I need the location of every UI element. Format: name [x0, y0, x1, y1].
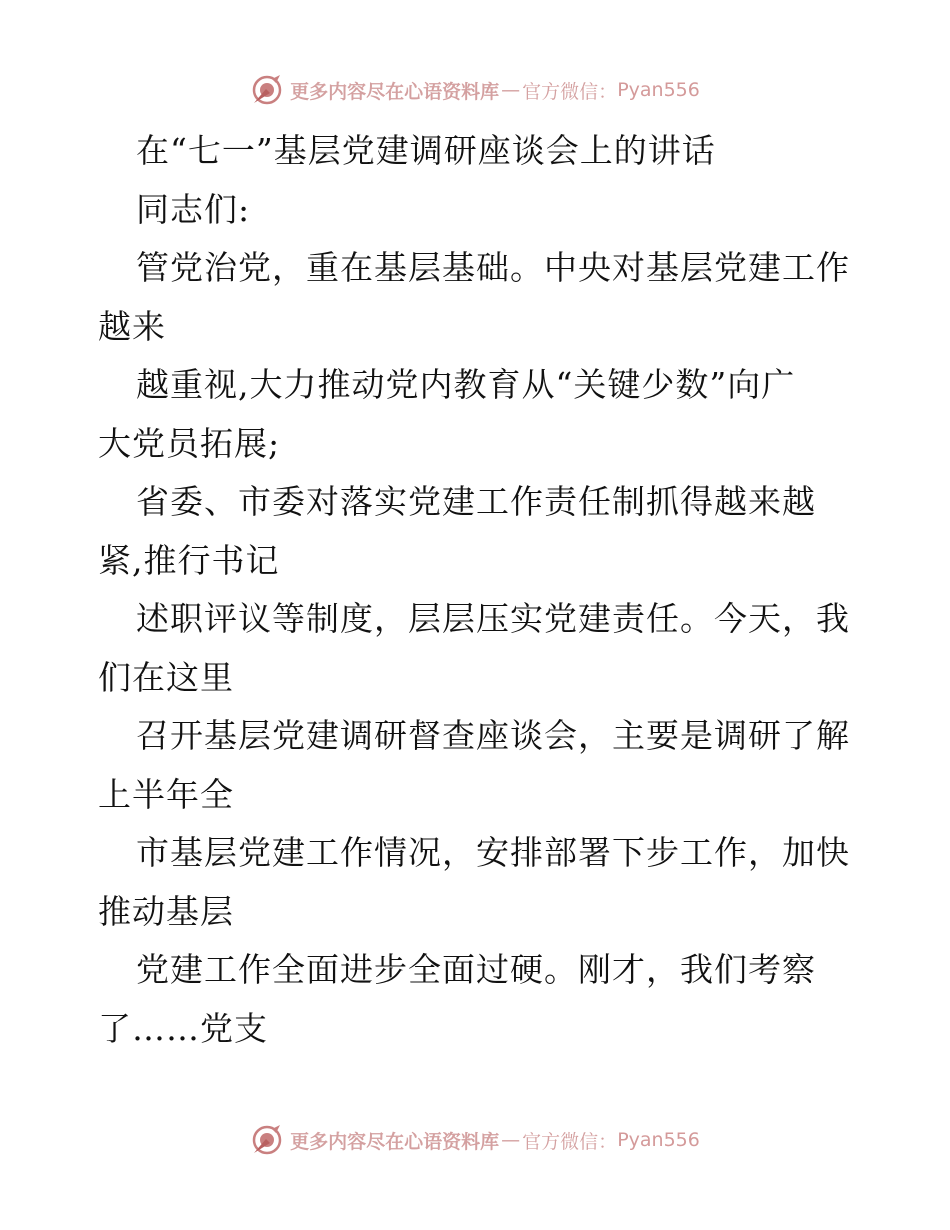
- text-line: 们在这里: [98, 657, 234, 697]
- text-line: 市基层党建工作情况，安排部署下步工作，加快: [136, 833, 850, 872]
- text-line: 同志们:: [136, 189, 251, 229]
- text-line: 紧,推行书记: [98, 540, 280, 580]
- text-line: 省委、市委对落实党建工作责任制抓得越来越: [136, 482, 816, 521]
- watermark-text: 更多内容尽在心语资料库: [290, 80, 500, 103]
- watermark-wechat-id: Pyan556: [617, 79, 700, 101]
- text-line: 越来: [98, 306, 166, 346]
- text-line: 推动基层: [98, 891, 234, 931]
- header-watermark: [0, 70, 950, 110]
- pen-logo-icon: [250, 73, 284, 107]
- document-title: 在“七一”基层党建调研座谈会上的讲话: [136, 131, 716, 170]
- text-line: 了……党支: [98, 1008, 268, 1048]
- text-line: 召开基层党建调研督查座谈会，主要是调研了解: [136, 716, 850, 755]
- watermark-text: 更多内容尽在心语资料库: [290, 1130, 500, 1153]
- watermark-wechat-label: 官方微信：: [522, 80, 618, 103]
- watermark-wechat-id: Pyan556: [617, 1129, 700, 1151]
- text-line: 越重视,大力推动党内教育从“关键少数”向广: [136, 365, 796, 404]
- document-body: [98, 122, 858, 1058]
- text-line: 管党治党，重在基层基础。中央对基层党建工作: [136, 248, 850, 287]
- text-line: 党建工作全面进步全面过硬。刚才，我们考察: [136, 950, 816, 989]
- text-line: 大党员拓展;: [98, 423, 281, 463]
- watermark-wechat-label: 官方微信：: [522, 1130, 618, 1153]
- text-line: 上半年全: [98, 774, 234, 814]
- watermark-dash: —: [501, 1129, 521, 1151]
- text-line: 述职评议等制度，层层压实党建责任。今天，我: [136, 599, 850, 638]
- watermark-dash: —: [501, 79, 521, 101]
- footer-watermark: [0, 1120, 950, 1160]
- pen-logo-icon: [250, 1123, 284, 1157]
